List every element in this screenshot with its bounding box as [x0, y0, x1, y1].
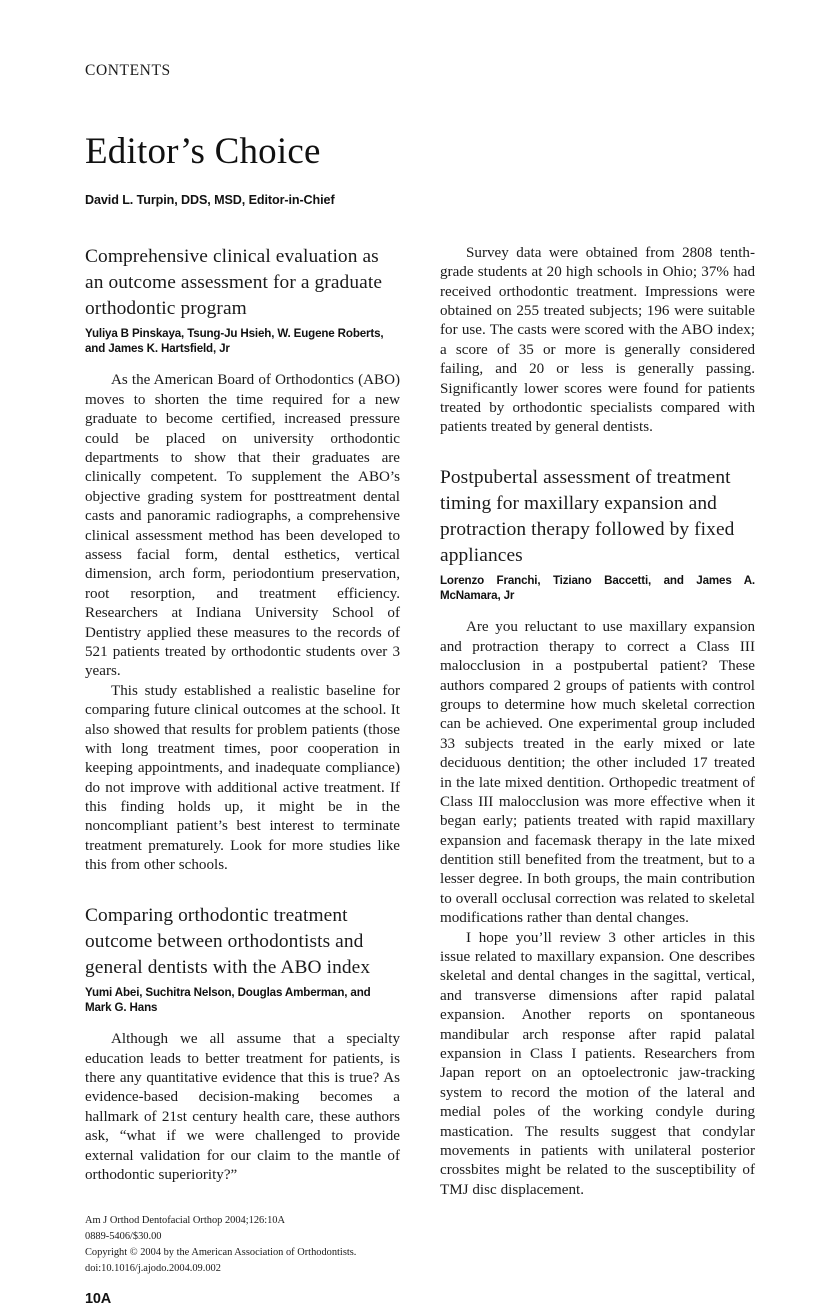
- contents-label: CONTENTS: [85, 62, 171, 79]
- right-column: [440, 244, 755, 1200]
- section-spacer: [440, 438, 755, 465]
- article-authors: Yuliya B Pinskaya, Tsung-Ju Hsieh, W. Eugene Roberts, and James K. Hartsfield, Jr: [85, 326, 384, 356]
- editor-byline: David L. Turpin, DDS, MSD, Editor-in-Chief: [85, 192, 335, 207]
- article-title: Comparing orthodontic treatment outcome between orthodontists and general dentists with the ABO index: [85, 904, 371, 978]
- article-paragraph: Are you reluctant to use maxillary expansion and protraction therapy to correct a Class III malocclusion in a postpubertal patient? These authors compared 2 groups of patients with control groups to determine how much skeletal correction can be achieved. One experimental group included 33 subjects treated in the early mixed or late deciduous dentition; the other included 17 treated in the late mixed dentition. Orthopedic treatment of Class III malocclusion was more effective when it began early; patients treated with rapid maxillary expansion and facemask therapy in the late mixed dentition still benefited from the treatment, but to a lesser degree. In both groups, the main contribution to overall occlusal correction was related to skeletal modifications rather than dental changes.: [440, 619, 755, 927]
- article-paragraph: Survey data were obtained from 2808 tenth-grade students at 20 high schools in Ohio; 37% had received orthodontic treatment. Impressions were obtained on 255 treated subjects; 196 were suitable for use. The casts were scored with the ABO index; a score of 35 or more is generally considered failing, and 20 or less is generally passing. Significantly lower scores were found for patients treated by orthodontic specialists compared with patients treated by general dentists.: [440, 244, 755, 436]
- article-paragraph: This study established a realistic baseline for comparing future clinical outcomes at the school. It also showed that results for problem patients (those with long treatment times, poor cooperation in keeping appointments, and inadequate compliance) do not improve with additional active treatment. If this finding holds up, it might be in the noncompliant patient’s best interest to terminate treatment prematurely. Look for more studies like this from other schools.: [85, 682, 400, 874]
- page-title: Editor’s Choice: [85, 131, 321, 173]
- article-paragraph: As the American Board of Orthodontics (ABO) moves to shorten the time required for a new graduate to become certified, increased pressure could be placed on university orthodontic departments to show that their graduates are clinically competent. To supplement the ABO’s objective grading system for posttreatment dental casts and panoramic radiographs, a comprehensive clinical assessment method has been developed to assess facial form, dental esthetics, vertical dimension, arch form, periodontium preservation, root resorption, and treatment efficiency. Researchers at Indiana University School of Dentistry applied these measures to the records of 521 patients treated by orthodontic students over 3 years.: [85, 372, 400, 680]
- article-title: Postpubertal assessment of treatment timing for maxillary expansion and protraction therapy followed by fixed appliances: [440, 466, 735, 566]
- footer-doi: doi:10.1016/j.ajodo.2004.09.002: [85, 1262, 221, 1274]
- article-authors: Yumi Abei, Suchitra Nelson, Douglas Amberman, and Mark G. Hans: [85, 985, 371, 1014]
- article-paragraph: Although we all assume that a specialty education leads to better treatment for patients, is there any quantitative evidence that this is true? As evidence-based decision-making becomes a hallmark of 21st century health care, these authors ask, “what if we were challenged to provide external validation for our claim to the mantle of orthodontic superiority?”: [85, 1031, 400, 1183]
- two-column-body: [85, 244, 755, 1307]
- footer-copyright: Copyright © 2004 by the American Association of Orthodontists.: [85, 1246, 357, 1258]
- journal-footer: [85, 1213, 400, 1276]
- article-authors: Lorenzo Franchi, Tiziano Baccetti, and James A. McNamara, Jr: [440, 573, 755, 603]
- footer-issn-price: 0889-5406/$30.00: [85, 1231, 162, 1243]
- article-paragraph: I hope you’ll review 3 other articles in this issue related to maxillary expansion. One describes skeletal and dental changes in the sagittal, vertical, and transverse dimensions after rapid palatal expansion. Another reports on spontaneous mandibular arch response after rapid palatal expansion in Class I patients. Researchers from Japan report on an optoelectronic jaw-tracking system to record the motion of the lateral and medial poles of the working condyle during mastication. The results suggest that condylar movements in patients with unilateral posterior crossbites might be related to the susceptibility of TMJ disc displacement.: [440, 929, 755, 1198]
- page-number: 10A: [85, 1290, 111, 1307]
- section-spacer: [85, 876, 400, 903]
- left-column: [85, 244, 400, 1307]
- footer-citation: Am J Orthod Dentofacial Orthop 2004;126:10A: [85, 1215, 285, 1227]
- article-title: Comprehensive clinical evaluation as an outcome assessment for a graduate orthodontic program: [85, 245, 383, 319]
